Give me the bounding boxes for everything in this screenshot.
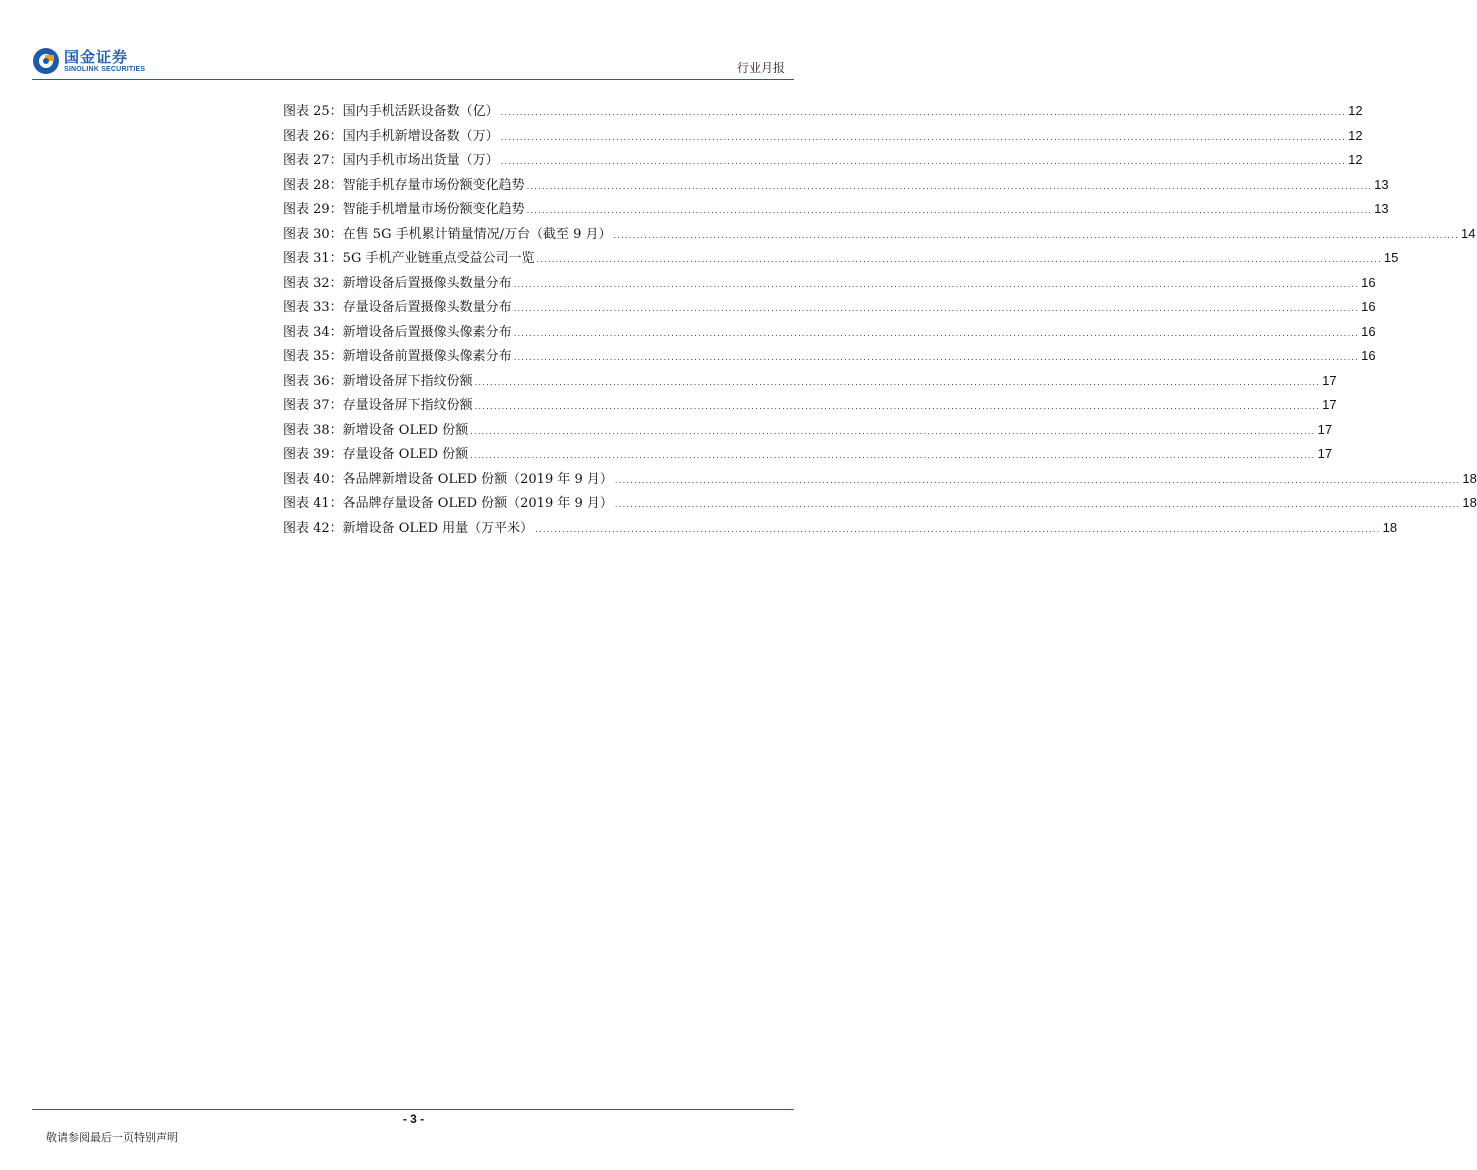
toc-dot-leader: ............................................................................................................................................................................................................................ (474, 377, 1321, 387)
toc-entry-label: 图表 40：各品牌新增设备 OLED 份额（2019 年 9 月） (283, 471, 613, 487)
toc-entry-label: 图表 41：各品牌存量设备 OLED 份额（2019 年 9 月） (283, 496, 613, 511)
toc-entry-page: 17 (1317, 446, 1333, 461)
toc-entry[interactable] (283, 370, 1337, 395)
toc-dot-leader: ............................................................................................................................................................................................................................ (614, 500, 1461, 509)
toc-entry[interactable] (283, 149, 1363, 174)
toc-dot-leader: ............................................................................................................................................................................................................................ (513, 353, 1360, 362)
toc-entry-label: 图表 29：智能手机增量市场份额变化趋势 (283, 202, 525, 217)
toc-entry-page: 13 (1374, 176, 1389, 192)
toc-entry-label: 图表 30：在售 5G 手机累计销量情况/万台（截至 9 月） (283, 226, 612, 242)
toc-entry-label: 图表 27：国内手机市场出货量（万） (283, 153, 499, 168)
toc-entry[interactable] (283, 100, 1363, 125)
toc-dot-leader: ............................................................................................................................................................................................................................ (500, 108, 1347, 117)
toc-entry-page: 18 (1462, 470, 1477, 486)
disclaimer-text: 敬请参阅最后一页特别声明 (46, 1131, 178, 1144)
toc-dot-leader: ............................................................................................................................................................................................................................ (526, 181, 1373, 191)
toc-entry[interactable] (283, 492, 1477, 517)
logo-name-cn: 国金证券 (64, 47, 129, 66)
toc-entry-page: 18 (1382, 519, 1398, 535)
toc-entry-label: 图表 36：新增设备屏下指纹份额 (283, 373, 473, 389)
toc-dot-leader: ............................................................................................................................................................................................................................ (526, 206, 1373, 215)
toc-entry-page: 16 (1361, 299, 1376, 314)
footer-divider (32, 1109, 794, 1110)
figure-list (283, 100, 1477, 541)
toc-dot-leader: ............................................................................................................................................................................................................................ (513, 279, 1360, 289)
toc-entry-page: 17 (1322, 372, 1337, 388)
page-number: - 3 - (402, 1112, 425, 1126)
toc-entry[interactable] (283, 468, 1477, 493)
toc-dot-leader: ............................................................................................................................................................................................................................ (500, 132, 1347, 142)
toc-entry[interactable] (283, 321, 1376, 346)
toc-entry[interactable] (283, 517, 1398, 542)
logo-name-en: SINOLINK SECURITIES (64, 65, 146, 73)
toc-entry[interactable] (283, 296, 1376, 321)
toc-entry[interactable] (283, 198, 1389, 223)
toc-entry[interactable] (283, 394, 1337, 419)
page-header (0, 0, 827, 80)
toc-entry[interactable] (283, 345, 1376, 370)
toc-entry-label: 图表 35：新增设备前置摄像头像素分布 (283, 349, 512, 364)
toc-entry-page: 17 (1322, 397, 1337, 412)
toc-entry[interactable] (283, 125, 1363, 150)
toc-dot-leader: ............................................................................................................................................................................................................................ (500, 157, 1347, 166)
toc-entry-page: 16 (1361, 274, 1376, 290)
toc-dot-leader: ............................................................................................................................................................................................................................ (513, 304, 1360, 313)
header-divider (32, 79, 794, 80)
toc-entry-label: 图表 25：国内手机活跃设备数（亿） (283, 104, 499, 119)
toc-dot-leader: ............................................................................................................................................................................................................................ (613, 230, 1459, 240)
toc-entry-page: 17 (1317, 421, 1333, 437)
toc-entry[interactable] (283, 223, 1476, 248)
toc-entry-label: 图表 42：新增设备 OLED 用量（万平米） (283, 520, 534, 536)
toc-entry-page: 16 (1361, 348, 1376, 363)
toc-entry[interactable] (283, 272, 1376, 297)
toc-dot-leader: ............................................................................................................................................................................................................................ (535, 524, 1381, 534)
toc-entry-page: 13 (1374, 201, 1389, 216)
toc-entry-label: 图表 38：新增设备 OLED 份额 (283, 422, 469, 438)
toc-entry-page: 18 (1462, 495, 1477, 510)
toc-dot-leader: ............................................................................................................................................................................................................................ (614, 475, 1461, 485)
toc-entry[interactable] (283, 419, 1333, 444)
toc-entry-page: 12 (1348, 152, 1363, 167)
sinolink-logo-icon (32, 47, 60, 75)
toc-entry[interactable] (283, 443, 1333, 468)
toc-entry-page: 14 (1460, 225, 1476, 241)
toc-entry-label: 图表 33：存量设备后置摄像头数量分布 (283, 300, 512, 315)
toc-dot-leader: ............................................................................................................................................................................................................................ (536, 255, 1382, 264)
toc-entry-page: 16 (1361, 323, 1376, 339)
logo-text (64, 49, 145, 74)
document-type: 行业月报 (736, 61, 785, 75)
toc-dot-leader: ............................................................................................................................................................................................................................ (470, 451, 1316, 460)
toc-entry[interactable] (283, 174, 1389, 199)
toc-entry-label: 图表 34：新增设备后置摄像头像素分布 (283, 324, 512, 340)
toc-entry-label: 图表 31：5G 手机产业链重点受益公司一览 (283, 251, 535, 266)
toc-entry-label: 图表 39：存量设备 OLED 份额 (283, 447, 469, 462)
toc-dot-leader: ............................................................................................................................................................................................................................ (474, 402, 1321, 411)
toc-entry-label: 图表 26：国内手机新增设备数（万） (283, 128, 499, 144)
toc-entry-label: 图表 28：智能手机存量市场份额变化趋势 (283, 177, 525, 193)
toc-entry-label: 图表 32：新增设备后置摄像头数量分布 (283, 275, 512, 291)
toc-dot-leader: ............................................................................................................................................................................................................................ (513, 328, 1360, 338)
company-logo (32, 47, 145, 75)
toc-entry[interactable] (283, 247, 1399, 272)
toc-entry-label: 图表 37：存量设备屏下指纹份额 (283, 398, 473, 413)
toc-entry-page: 12 (1348, 127, 1363, 143)
toc-entry-page: 12 (1348, 103, 1363, 118)
toc-entry-page: 15 (1383, 250, 1399, 265)
toc-dot-leader: ............................................................................................................................................................................................................................ (470, 426, 1316, 436)
